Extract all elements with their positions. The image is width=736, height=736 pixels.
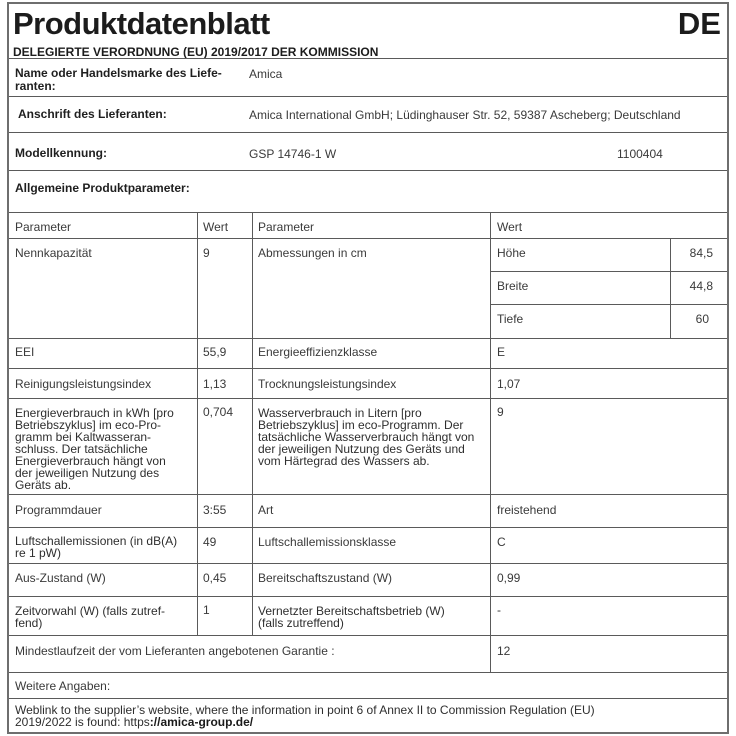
divider <box>9 494 727 495</box>
divider <box>9 368 727 369</box>
divider <box>9 635 727 636</box>
param-networked-standby: Vernetzter Bereitschaftsbetrieb (W) (falls zutreffend) <box>258 604 445 630</box>
dimension-height-value: 84,5 <box>689 246 713 260</box>
model-id-label: Modellkennung: <box>15 146 107 160</box>
dimension-width-value: 44,8 <box>689 279 713 293</box>
regulation-subtitle: DELEGIERTE VERORDNUNG (EU) 2019/2017 DER KOMMISSION <box>13 45 379 59</box>
value-drying-index: 1,07 <box>497 377 521 391</box>
value-type: freistehend <box>497 503 557 517</box>
divider <box>490 304 727 305</box>
value-noise-emissions: 49 <box>203 535 217 549</box>
param-energy-class: Energieeffizienzklasse <box>258 345 378 359</box>
value-eei: 55,9 <box>203 345 227 359</box>
value-delay-start: 1 <box>203 603 210 617</box>
value-water-consumption: 9 <box>497 405 504 419</box>
param-cleaning-index: Reinigungsleistungsindex <box>15 377 152 391</box>
supplier-website-link[interactable]: ://amica-group.de/ <box>149 715 254 729</box>
value-noise-class: C <box>497 535 506 549</box>
model-number: 1100404 <box>617 147 663 161</box>
supplier-name-value: Amica <box>249 67 283 81</box>
value-standby-mode: 0,99 <box>497 571 521 585</box>
general-params-label: Allgemeine Produktparameter: <box>15 181 190 195</box>
param-type: Art <box>258 503 274 517</box>
value-energy-consumption: 0,704 <box>203 405 234 419</box>
dimension-depth-label: Tiefe <box>497 312 524 326</box>
param-dimensions: Abmessungen in cm <box>258 246 367 260</box>
param-noise-class: Luftschallemissionsklasse <box>258 535 397 549</box>
value-rated-capacity: 9 <box>203 246 210 260</box>
supplier-name-label: Name oder Handelsmarke des Liefe- ranten: <box>15 66 222 93</box>
column-divider <box>197 212 198 635</box>
divider <box>9 596 727 597</box>
value-off-mode: 0,45 <box>203 571 227 585</box>
dimension-height-label: Höhe <box>497 246 526 260</box>
divider <box>9 672 727 673</box>
param-water-consumption: Wasserverbrauch in Litern [pro Betriebszyklus] im eco-Programm. Der tatsächliche Wasserverbrauch hängt von der jeweiligen Nutzung des Geräts und vom Härtegrad des Wassers ab. <box>258 406 475 468</box>
param-off-mode: Aus-Zustand (W) <box>15 571 106 585</box>
col-header-parameter: Parameter <box>15 220 72 234</box>
product-data-sheet <box>7 2 729 734</box>
divider <box>9 338 727 339</box>
param-program-duration: Programmdauer <box>15 503 102 517</box>
divider <box>9 698 727 699</box>
further-info-label: Weitere Angaben: <box>15 679 111 693</box>
divider <box>9 398 727 399</box>
warranty-label: Mindestlaufzeit der vom Lieferanten angebotenen Garantie : <box>15 644 335 658</box>
value-networked-standby: - <box>497 603 501 617</box>
model-id-value: GSP 14746-1 W <box>249 147 337 161</box>
supplier-address-value: Amica International GmbH; Lüdinghauser Str. 52, 59387 Ascheberg; Deutschland <box>249 108 681 122</box>
supplier-address-label: Anschrift des Lieferanten: <box>18 107 167 121</box>
param-noise-emissions: Luftschallemissionen (in dB(A) re 1 pW) <box>15 534 178 560</box>
divider <box>490 271 727 272</box>
column-divider <box>252 212 253 635</box>
divider <box>9 132 727 133</box>
divider <box>9 527 727 528</box>
dimension-width-label: Breite <box>497 279 529 293</box>
col-header-value: Wert <box>203 220 229 234</box>
param-energy-consumption: Energieverbrauch in kWh [pro Betriebszyklus] im eco-Pro- gramm bei Kaltwasseran- schluss. Der tatsächliche Energieverbrauch hängt von der jeweiligen Nutzung des Geräts ab. <box>15 406 174 492</box>
divider <box>9 563 727 564</box>
col-header-value-2: Wert <box>497 220 523 234</box>
column-divider <box>490 212 491 672</box>
param-eei: EEI <box>15 345 35 359</box>
dimension-depth-value: 60 <box>695 312 709 326</box>
column-divider <box>670 238 671 338</box>
param-standby-mode: Bereitschaftszustand (W) <box>258 571 393 585</box>
language-code: DE <box>677 6 721 41</box>
param-rated-capacity: Nennkapazität <box>15 246 92 260</box>
col-header-parameter-2: Parameter <box>258 220 315 234</box>
param-drying-index: Trocknungsleistungsindex <box>258 377 397 391</box>
value-program-duration: 3:55 <box>203 503 227 517</box>
value-cleaning-index: 1,13 <box>203 377 227 391</box>
divider <box>9 58 727 59</box>
warranty-value: 12 <box>497 644 511 658</box>
divider <box>9 170 727 171</box>
divider <box>9 96 727 97</box>
divider <box>9 238 727 239</box>
weblink-text: Weblink to the supplier’s website, where the information in point 6 of Annex II to Commission Regulation (EU) 2019/2022 is found: https://amica-group.de/ <box>15 703 595 729</box>
value-energy-class: E <box>497 345 506 359</box>
divider <box>9 212 727 213</box>
param-delay-start: Zeitvorwahl (W) (falls zutref- fend) <box>15 604 166 630</box>
page-title: Produktdatenblatt <box>13 6 270 41</box>
